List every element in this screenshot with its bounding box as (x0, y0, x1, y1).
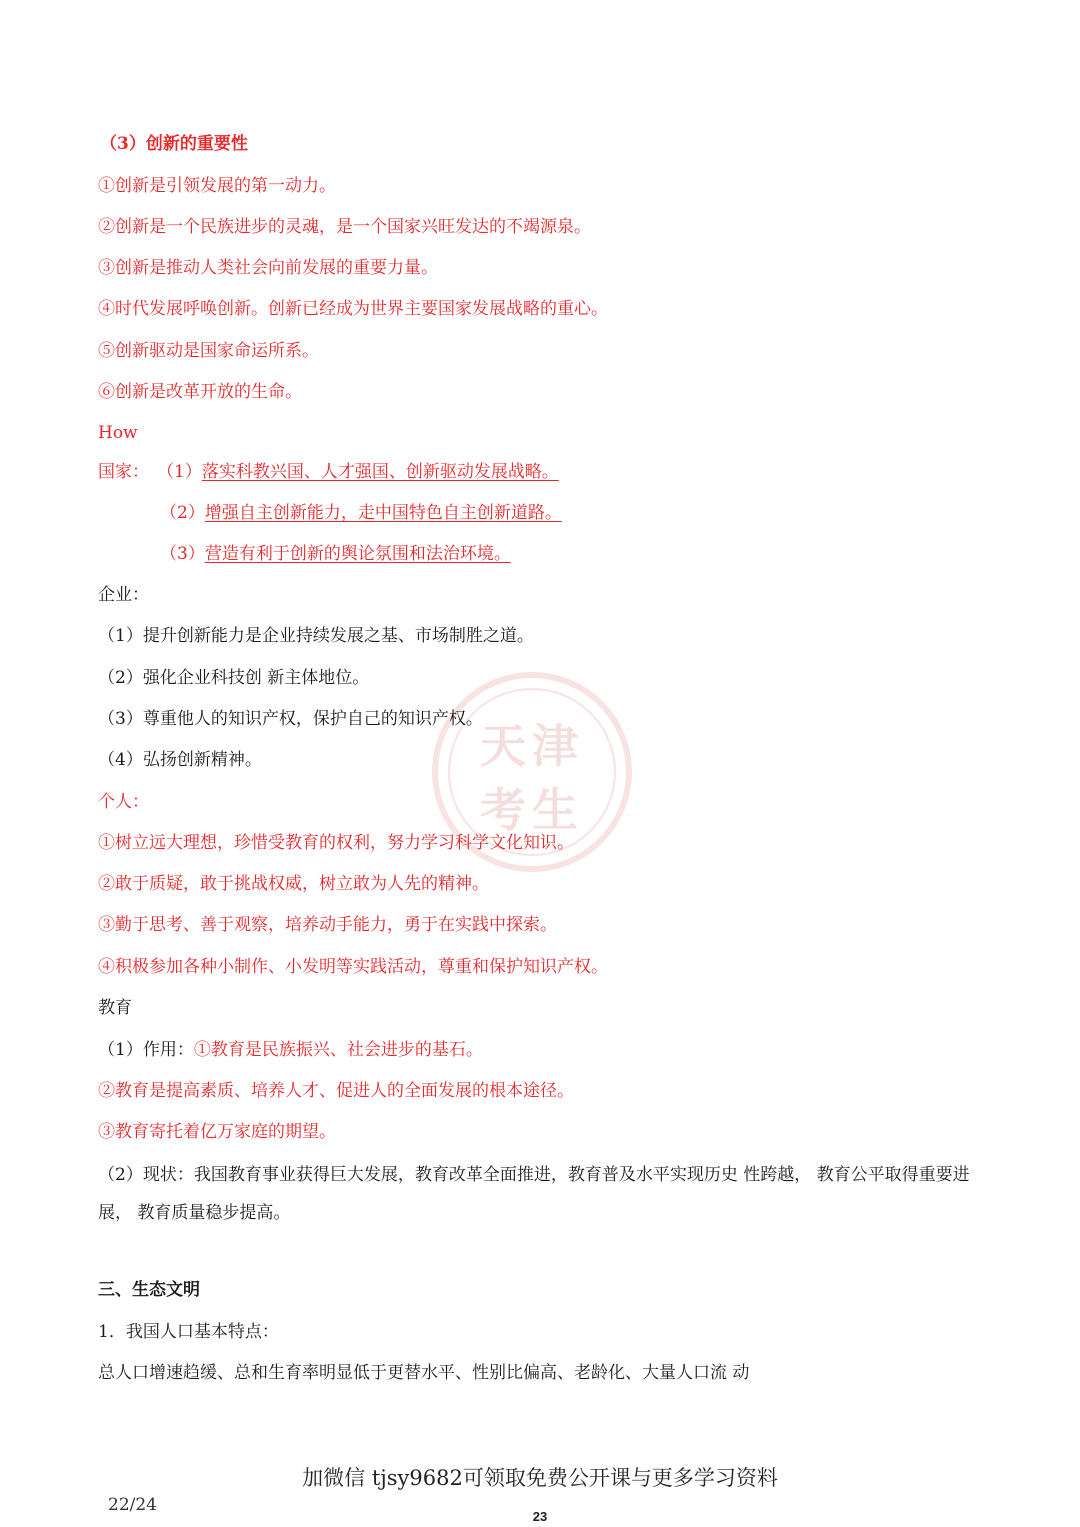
enterprise-item: （4）弘扬创新精神。 (98, 750, 262, 770)
individual-item: ④积极参加各种小制作、小发明等实践活动，尊重和保护知识产权。 (98, 957, 608, 977)
footer-page-indicator: 22/24 (108, 1495, 157, 1515)
education-role-item: ③教育寄托着亿万家庭的期望。 (98, 1122, 336, 1142)
enterprise-item: （1）提升创新能力是企业持续发展之基、市场制胜之道。 (98, 626, 534, 646)
education-label: 教育 (98, 998, 132, 1018)
ecology-text: 总人口增速趋缓、总和生育率明显低于更替水平、性别比偏高、老龄化、大量人口流 动 (98, 1363, 750, 1383)
seal-line-2: 考生 (480, 783, 584, 837)
footer-page-number: 23 (532, 1509, 548, 1524)
state-item-text: 营造有利于创新的舆论氛围和法治环境。 (204, 544, 511, 564)
enterprise-item: （2）强化企业科技创 新主体地位。 (98, 668, 370, 688)
innovation-point: ⑤创新驱动是国家命运所系。 (98, 341, 319, 361)
education-role (98, 1038, 483, 1062)
state-item-text: 增强自主创新能力，走中国特色自主创新道路。 (204, 503, 562, 523)
education-role-first: ①教育是民族振兴、社会进步的基石。 (193, 1040, 483, 1060)
state-label: 国家： (98, 462, 149, 482)
state-item-2 (160, 501, 562, 525)
footer-advert: 加微信 tjsy9682可领取免费公开课与更多学习资料 (302, 1466, 778, 1490)
innovation-heading: （3）创新的重要性 (100, 134, 248, 154)
seal-line-1: 天津 (480, 719, 584, 773)
individual-label: 个人： (98, 792, 149, 812)
state-item-3 (160, 542, 511, 566)
state-item-num: （2） (160, 503, 205, 523)
education-status: （2）现状：我国教育事业获得巨大发展，教育改革全面推进，教育普及水平实现历史 性跨越， 教育公平取得重要进展， 教育质量稳步提高。 (98, 1165, 970, 1223)
innovation-point: ②创新是一个民族进步的灵魂，是一个国家兴旺发达的不竭源泉。 (98, 217, 591, 237)
innovation-point: ①创新是引领发展的第一动力。 (98, 176, 336, 196)
state-item-text: 落实科教兴国、人才强国、创新驱动发展战略。 (201, 462, 559, 482)
state-item-num: （1） (157, 462, 202, 482)
individual-item: ①树立远大理想，珍惜受教育的权利，努力学习科学文化知识。 (98, 833, 574, 853)
individual-item: ③勤于思考、善于观察，培养动手能力，勇于在实践中探索。 (98, 915, 557, 935)
enterprise-item: （3）尊重他人的知识产权，保护自己的知识产权。 (98, 709, 483, 729)
state-item-1 (98, 460, 559, 484)
education-role-item: ②教育是提高素质、培养人才、促进人的全面发展的根本途径。 (98, 1081, 574, 1101)
innovation-point: ③创新是推动人类社会向前发展的重要力量。 (98, 258, 438, 278)
innovation-point: ⑥创新是改革开放的生命。 (98, 382, 302, 402)
state-item-num: （3） (160, 544, 205, 564)
individual-item: ②敢于质疑，敢于挑战权威，树立敢为人先的精神。 (98, 874, 489, 894)
innovation-point: ④时代发展呼唤创新。创新已经成为世界主要国家发展战略的重心。 (98, 299, 608, 319)
ecology-subheading: 1．我国人口基本特点： (98, 1322, 279, 1342)
enterprise-label: 企业： (98, 585, 149, 605)
how-label: How (98, 423, 138, 443)
ecology-heading: 三、生态文明 (98, 1280, 200, 1300)
education-role-prefix: （1）作用： (98, 1040, 194, 1060)
